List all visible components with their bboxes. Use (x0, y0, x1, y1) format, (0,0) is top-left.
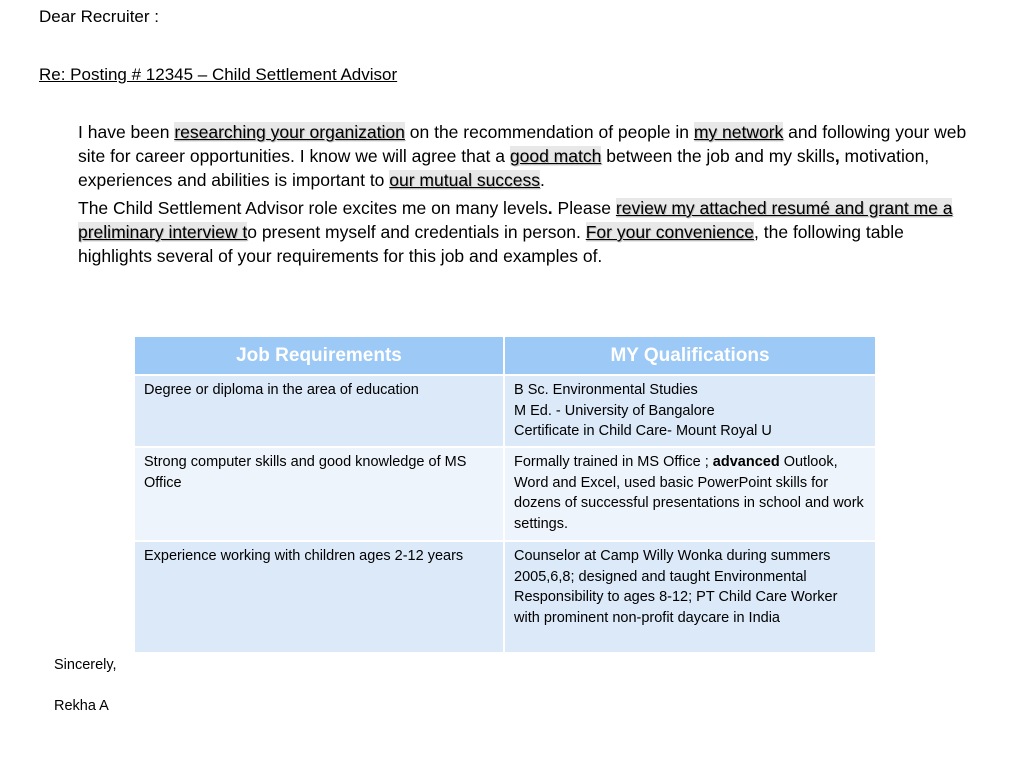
requirements-table (133, 335, 877, 654)
p1-text-2: on the recommendation of people in (404, 122, 694, 142)
p2-text-3: o present myself and credentials in person. (247, 222, 586, 242)
intro-paragraph (78, 120, 968, 192)
requirement-cell: Strong computer skills and good knowledge of MS Office (134, 447, 504, 541)
letter-signature: Rekha A (54, 698, 109, 714)
qualification-cell (504, 447, 876, 541)
qualification-line: Certificate in Child Care- Mount Royal U (514, 423, 772, 439)
requirement-cell: Degree or diploma in the area of education (134, 375, 504, 447)
qualification-line: B Sc. Environmental Studies (514, 382, 698, 398)
role-paragraph (78, 196, 968, 268)
table-header-row (134, 336, 876, 375)
qualification-text-bold: advanced (712, 454, 780, 470)
highlight-researching: researching your organization (174, 122, 405, 142)
highlight-review-resume: review my attached resumé and grant me a preliminary interview t (78, 198, 953, 242)
highlight-good-match: good match (509, 146, 602, 166)
qualification-cell: Counselor at Camp Willy Wonka during summers 2005,6,8; designed and taught Environmental Responsibility to ages 8-12; PT Child Care Worker with prominent non-profit daycare in India (504, 541, 876, 653)
qualification-cell (504, 375, 876, 447)
qualification-text-post: Outlook, Word and Excel, used basic PowerPoint skills for dozens of successful presentations in school and work settings. (514, 454, 864, 532)
highlight-my-network: my network (693, 122, 784, 142)
table-row (134, 447, 876, 541)
table-row (134, 541, 876, 653)
p2-text-2: Please (552, 198, 616, 218)
header-job-requirements: Job Requirements (134, 336, 504, 375)
highlight-convenience: For your convenience (585, 222, 755, 242)
p2-text-1: The Child Settlement Advisor role excites me on many levels (78, 198, 548, 218)
qualification-line: M Ed. - University of Bangalore (514, 402, 715, 419)
p1-bold-comma: , (834, 146, 840, 166)
p1-text-1: I have been (78, 122, 175, 142)
highlight-mutual-success: our mutual success (389, 170, 541, 190)
p1-text-5: motivation, experiences and abilities is important to (78, 146, 930, 190)
letter-subject: Re: Posting # 12345 – Child Settlement Advisor (39, 65, 398, 84)
letter-closing: Sincerely, (54, 657, 117, 673)
header-my-qualifications: MY Qualifications (504, 336, 876, 375)
requirement-cell: Experience working with children ages 2-12 years (134, 541, 504, 653)
p1-text-4: between the job and my skills (601, 146, 835, 166)
qualification-text-pre: Formally trained in MS Office ; (514, 454, 713, 470)
p2-bold-period: . (547, 198, 553, 218)
p1-text-6: . (540, 170, 545, 190)
table-row (134, 375, 876, 447)
p1-text-3: and following your web site for career opportunities. I know we will agree that a (78, 122, 967, 166)
letter-greeting: Dear Recruiter : (39, 7, 159, 26)
p2-text-4: , the following table highlights several of your requirements for this job and examples of. (78, 222, 904, 266)
